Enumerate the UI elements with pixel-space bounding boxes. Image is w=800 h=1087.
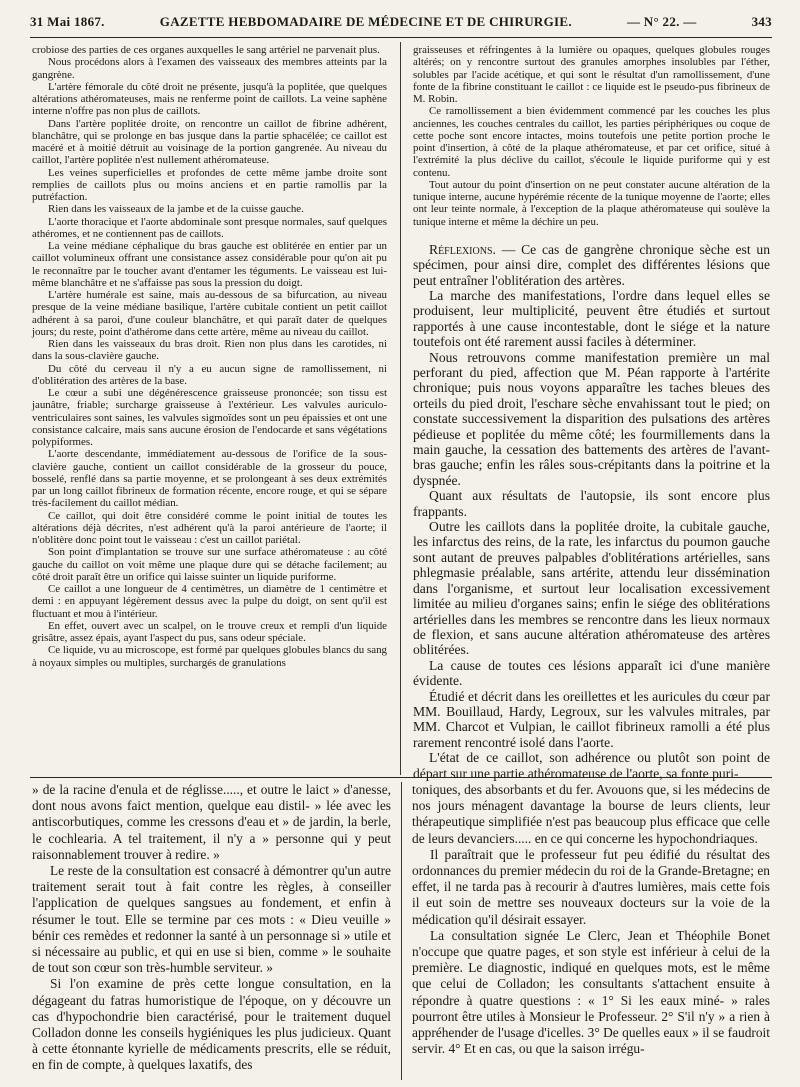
header-issue: — N° 22. — <box>626 14 697 29</box>
case-notes <box>413 44 770 228</box>
paragraph: Tout autour du point d'insertion on ne peut constater aucune altération de la tunique interne, aucune hypérémie récente de la tunique moyenne de l'aorte; elles ont leur teinte normale, à l'exception de la plaque athéromateuse qui soulève la tunique interne et même la déchire un peu. <box>413 178 770 228</box>
column-divider <box>401 782 402 1080</box>
paragraph: L'aorte descendante, immédiatement au-dessous de l'orifice de la sous-clavière gauche, contient un caillot considérable de la grosseur du pouce, bosselé, renflé dans sa partie moyenne, et se prolongeant à ses deux extrémités par un long caillot fibrineux de formation récente, encore rouge, et qui se sépare très-facilement du caillot médian. <box>32 448 387 510</box>
column-bottom-left <box>32 782 391 1082</box>
paragraph: Le reste de la consultation est consacré à démontrer qu'un autre traitement serait tout à fait contre les règles, à conseiller l'application de quelques sangsues au fondement, et enfin à résumer le tout. Elle se termine par ces mots : « Dieu veuille » bénir ces remèdes et redonner la santé à un personnage si » utile et si nécessaire au public, et qui en use si bien, comme » le souhaite de tout son cœur son très-humble serviteur. » <box>32 863 391 976</box>
paragraph: Rien dans les vaisseaux de la jambe et de la cuisse gauche. <box>48 203 304 216</box>
paragraph: L'artère humérale est saine, mais au-dessous de sa bifurcation, au niveau presque de la veine médiane basilique, l'artère cubitale contient un petit caillot adhérent à sa paroi, d'une couleur blanchâtre, et qui paraît dater de quelques jours; du reste, point d'athérome dans cette artère, même au niveau du caillot. <box>32 289 387 338</box>
column-top-right <box>413 44 770 781</box>
paragraph: Les veines superficielles et profondes de cette même jambe droite sont remplies de caillots plus ou moins anciens et en partie ramollis par la putréfaction. <box>32 166 387 203</box>
paragraph: Dans l'artère poplitée droite, on rencontre un caillot de fibrine adhérent, blanchâtre, qui se prolonge en bas jusque dans la partie sphacélée; ce caillot est macéré et à moitié détruit au voisinage de la portion gangrenée. Au niveau du caillot, l'artère poplitée n'est nullement athéromateuse. <box>32 117 387 167</box>
paragraph: Le cœur a subi une dégénérescence graisseuse prononcée; son tissu est jaunâtre, friable; surcharge graisseuse à l'extérieur. Les valvules auriculo-ventriculaires sont saines, les valvules sigmoïdes sont un peu épaissies et ont une consistance calcaire, mais sans aucune érosion de l'endocarde et sans végétations polypiformes. <box>32 387 387 448</box>
header-date: 31 Mai 1867. <box>30 14 105 29</box>
paragraph: Ce caillot, qui doit être considéré comme le point initial de toutes les altérations déjà décrites, n'est adhérent qu'à la paroi antérieure de l'aorte; il n'oblitère donc point tout le vaisseau : c'est un caillot pariétal. <box>32 509 387 546</box>
paragraph: L'artère fémorale du côté droit ne présente, jusqu'à la poplitée, que quelques altérations athéromateuses, mais ne renferme point de caillots. La veine saphène interne n'offre pas non plus de caillots. <box>32 80 387 118</box>
header-rule <box>30 37 772 38</box>
column-bottom-right <box>412 782 770 1082</box>
reflections-text: — Ce cas de gangrène chronique sèche est un spécimen, pour ainsi dire, complet des différentes lésions que peut entraîner l'oblitération des artères. <box>413 241 770 288</box>
reflections-section <box>413 242 770 781</box>
paragraph: La cause de toutes ces lésions apparaît ici d'une manière évidente. <box>413 657 770 689</box>
paragraph: Nous procédons alors à l'examen des vaisseaux des membres atteints par la gangrène. <box>32 56 387 81</box>
paragraph: La marche des manifestations, l'ordre dans lequel elles se produisent, leur multiplicité, peuvent être étudiés et surtout rapportés à une cause incontestable, dont le siége et la nature toutefois ont été rarement aussi faciles à déterminer. <box>413 287 770 350</box>
paragraph: toniques, des absorbants et du fer. Avouons que, si les médecins de nos jours ménagent davantage la bourse de leurs clients, leur thérapeutique simplifiée n'est pas beaucoup plus efficace que celle de leurs devanciers..... en ce qui concerne les hypochondriaques. <box>412 782 770 846</box>
paragraph: Du côté du cerveau il n'y a eu aucun signe de ramollissement, ni d'oblitération des artères de la base. <box>32 362 387 387</box>
header-page-number: 343 <box>751 14 772 29</box>
running-header <box>30 14 772 36</box>
paragraph: graisseuses et réfringentes à la lumière ou opaques, quelques globules rouges altérés; on y rencontre surtout des granules amorphes insolubles par l'éther, solubles par l'acide acétique, et qui sont le résultat d'un ramollissement, d'une fonte de la fibrine constituant le caillot : ce liquide est le pseudo-pus fibrineux de M. Robin. <box>413 44 770 105</box>
paragraph: Ce ramollissement a bien évidemment commencé par les couches les plus anciennes, les couches centrales du caillot, les parties périphériques ou coque de cette poche sont encore intactes, moins toutefois une petite portion proche le point d'insertion, à côté de la plaque athéromateuse, et par cet orifice, situé à l'extrémité la plus déclive du caillot, s'écoule le liquide puriforme qui y est contenu. <box>413 105 770 179</box>
paragraph: Rien dans les vaisseaux du bras droit. Rien non plus dans les carotides, ni dans la sous-clavière gauche. <box>32 338 387 363</box>
paragraph: Ce caillot a une longueur de 4 centimètres, un diamètre de 1 centimètre et demi : en appuyant légèrement dessus avec la pulpe du doigt, on sent qu'il est fluctuant et mou à l'intérieur. <box>32 583 387 620</box>
paragraph: Outre les caillots dans la poplitée droite, la cubitale gauche, les infarctus des reins, de la rate, les infarctus du poumon gauche sont autant de preuves palpables d'oblitérations artérielles, sans phlegmasie préalable, sans artérite, attendu leur dissémination dans l'organisme, et surtout leur localisation excessivement limitée au milieu d'organes sains; enfin le siége des oblitérations artérielles dans les membres se rencontre dans les lieux normaux de flexion, et sans aucune altération athéromateuse des artères oblitérées. <box>413 519 770 658</box>
column-top-left <box>32 44 387 774</box>
paragraph: Son point d'implantation se trouve sur une surface athéromateuse : au côté gauche du caillot on voit même une plaque dure qui se détache facilement; au côté droit paraît être un orifice qui laisse suinter un liquide puriforme. <box>32 546 387 583</box>
paragraph: » de la racine d'enula et de réglisse....., et outre le laict » d'anesse, dont nous avons faict mention, quelque eau distil- » lée avec les antiscorbutiques, comme les cressons d'eau et » de jardin, la berle, le cochlearia. A tel traitement, il n'y a » personne qui y peut raisonnablement trouver à redire. » <box>32 782 391 862</box>
paragraph: Ce liquide, vu au microscope, est formé par quelques globules blancs du sang à noyaux simples ou multiples, surchargés de granulations <box>32 644 387 669</box>
paragraph: La veine médiane céphalique du bras gauche est oblitérée en entier par un caillot volumineux offrant une consistance assez considérable pour qu'on ait pu le reconnaître par le toucher avant d'entamer les téguments. Le vaisseau est lui-même blanchâtre et ne s'affaisse pas sous la pression du doigt. <box>32 240 387 289</box>
paragraph: Quant aux résultats de l'autopsie, ils sont encore plus frappants. <box>413 488 770 519</box>
paragraph: L'état de ce caillot, son adhérence ou plutôt son point de départ sur une partie athéromateuse de l'aorte, sa fonte puri- <box>413 750 770 781</box>
paragraph: Si l'on examine de près cette longue consultation, en la dégageant du fatras humoristique de l'époque, on y découvre un cas d'hypochondrie bien caractérisé, pour le traitement duquel Colladon donne les conseils hygiéniques les plus judicieux. Quant à cette étonnante kyrielle de médicaments prescrits, elle se réduit, en fin de compte, à quelques laxatifs, des <box>32 976 391 1073</box>
column-divider <box>400 42 401 775</box>
paragraph: La consultation signée Le Clerc, Jean et Théophile Bonet n'occupe que quatre pages, et son style est inférieur à celui de la première. Le diagnostic, indiqué en quelques mots, est le même que celui de Colladon; les consultants s'attachent ensuite à répondre à quatre questions : « 1° Si les eaux miné- » rales pourront être utiles à Monsieur le Professeur. 2° S'il n'y » a rien à appréhender de l'usage d'icelles. 3° De quelles eaux » il se faudroit servir. 4° Et en cas, ou que la saison irrégu- <box>412 927 770 1057</box>
paragraph: Il paraîtrait que le professeur fut peu édifié du résultat des ordonnances du premier médecin du roi de la Grande-Bretagne; en effet, il ne tarda pas à recourir à d'autres lumières, mais cette fois il eut soin de mettre ses nouveaux docteurs sur la voie de la médication qu'il désirait essayer. <box>412 846 770 927</box>
paragraph: En effet, ouvert avec un scalpel, on le trouve creux et rempli d'un liquide grisâtre, assez épais, ayant l'aspect du pus, sans odeur spéciale. <box>32 619 387 644</box>
header-title: GAZETTE HEBDOMADAIRE DE MÉDECINE ET DE CHIRURGIE. <box>159 14 572 29</box>
paragraph: Nous retrouvons comme manifestation première un mal perforant du pied, affection que M. Péan rapporte à l'artérite chronique; puis nous voyons apparaître les taches bleues des orteils du pied droit, l'eschare sèche envahissant tout le pied; on constate successivement la disparition des pulsations des artères pédieuse et poplitée du même côté; les fourmillements dans la main gauche, la cessation des battements des artères de l'avant-bras gauche; enfin les râles sous-crépitants dans la poitrine et la dyspnée. <box>413 349 770 488</box>
paragraph: L'aorte thoracique et l'aorte abdominale sont presque normales, sauf quelques athéromes, et ne contiennent pas de caillots. <box>32 215 387 240</box>
section-rule <box>30 777 772 778</box>
paragraph: crobiose des parties de ces organes auxquelles le sang artériel ne parvenait plus. <box>32 44 380 56</box>
reflections-paragraph <box>413 242 770 288</box>
paragraph: Étudié et décrit dans les oreillettes et les auricules du cœur par MM. Bouillaud, Hardy, Legroux, sur les valvules mitrales, par MM. Charcot et Vulpian, le caillot fibrineux ramolli a été plus rarement rencontré isolé dans l'aorte. <box>413 688 770 750</box>
reflections-heading: Réflexions. <box>429 241 496 257</box>
